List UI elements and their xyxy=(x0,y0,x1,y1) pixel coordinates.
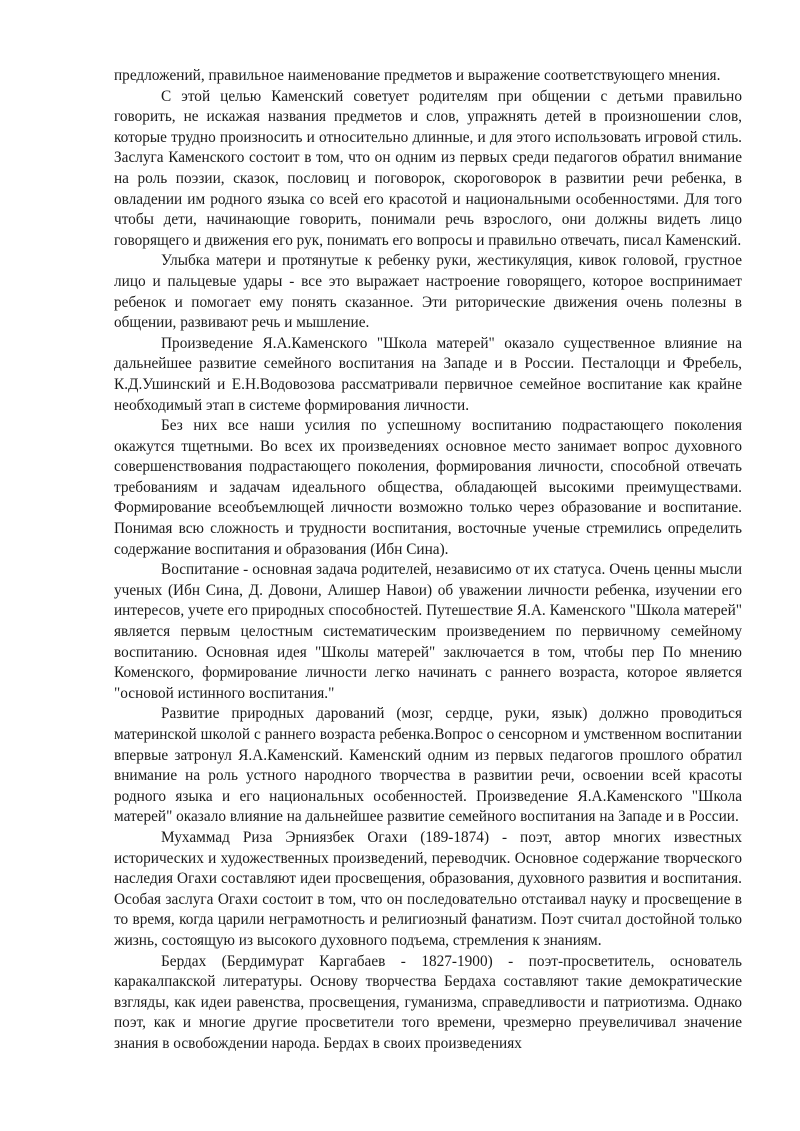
document-page xyxy=(114,66,742,1055)
paragraph-5: Без них все наши усилия по успешному воспитанию подрастающего поколения окажутся тщетными. Во всех их произведениях основное место занимает вопрос духовного совершенствования подрастающего поколения, формирования личности, способной отвечать требованиям и задачам идеального общества, обладающей высокими преимуществами. Формирование всеобъемлющей личности возможно только через образование и воспитание. Понимая всю сложность и трудности воспитания, восточные ученые стремились определить содержание воспитания и образования (Ибн Сина). xyxy=(114,417,742,558)
paragraph-1: предложений, правильное наименование предметов и выражение соответствующего мнения. xyxy=(114,67,721,84)
paragraph-7: Развитие природных дарований (мозг, сердце, руки, язык) должно проводиться материнской школой с раннего возраста ребенка.Вопрос о сенсорном и умственном воспитании впервые затронул Я.А.Каменский. Каменский одним из первых педагогов прошлого обратил внимание на роль устного народного творчества в развитии речи, освоении всей красоты родного языка и его национальных особенностей. Произведение Я.А.Каменского "Школа матерей" оказало влияние на дальнейшее развитие семейного воспитания на Западе и в России. xyxy=(114,705,742,826)
paragraph-3: Улыбка матери и протянутые к ребенку руки, жестикуляция, кивок головой, грустное лицо и пальцевые удары - все это выражает настроение говорящего, которое воспринимает ребенок и помогает ему понять сказанное. Эти риторические движения очень полезны в общении, развивают речь и мышление. xyxy=(114,252,742,332)
paragraph-8: Мухаммад Риза Эрниязбек Огахи (189-1874) - поэт, автор многих известных исторических и художественных произведений, переводчик. Основное содержание творческого наследия Огахи составляют идеи просвещения, образования, духовного развития и воспитания. Особая заслуга Огахи состоит в том, что он последовательно отстаивал науку и просвещение в то время, когда царили неграмотность и религиозный фанатизм. Поэт считал достойной только жизнь, состоящую из высокого духовного подъема, стремления к знаниям. xyxy=(114,828,742,949)
paragraph-6: Воспитание - основная задача родителей, независимо от их статуса. Очень ценны мысли ученых (Ибн Сина, Д. Довони, Алишер Навои) об уважении личности ребенка, изучении его интересов, учете его природных способностей. Путешествие Я.А. Каменского "Школа матерей" является первым целостным систематическим произведением по первичному семейному воспитанию. Основная идея "Школы матерей" заключается в том, чтобы пер По мнению Коменского, формирование личности легко начинать с раннего возраста, которое является "основой истинного воспитания." xyxy=(114,561,742,702)
paragraph-9: Бердах (Бердимурат Каргабаев - 1827-1900) - поэт-просветитель, основатель каракалпакской литературы. Основу творчества Бердаха составляют такие демократические взгляды, как идеи равенства, просвещения, гуманизма, справедливости и патриотизма. Однако поэт, как и многие другие просветители того времени, чрезмерно преувеличивал значение знания в освобождении народа. Бердах в своих произведениях xyxy=(114,952,742,1052)
paragraph-2: С этой целью Каменский советует родителям при общении с детьми правильно говорить, не искажая названия предметов и слов, упражнять детей в произношении слов, которые трудно произносить и относительно длинные, и для этого использовать игровой стиль. Заслуга Каменского состоит в том, что он одним из первых среди педагогов обратил внимание на роль поэзии, сказок, пословиц и поговорок, скороговорок в развитии речи ребенка, в овладении им родного языка со всей его красотой и национальными особенностями. Для того чтобы дети, начинающие говорить, понимали речь взрослого, они должны видеть лицо говорящего и движения его рук, понимать его вопросы и правильно отвечать, писал Каменский. xyxy=(114,87,742,249)
paragraph-4: Произведение Я.А.Каменского "Школа матерей" оказало существенное влияние на дальнейшее развитие семейного воспитания на Западе и в России. Песталоцци и Фребель, К.Д.Ушинский и Е.Н.Водовозова рассматривали первичное семейное воспитание как крайне необходимый этап в системе формирования личности. xyxy=(114,334,742,414)
